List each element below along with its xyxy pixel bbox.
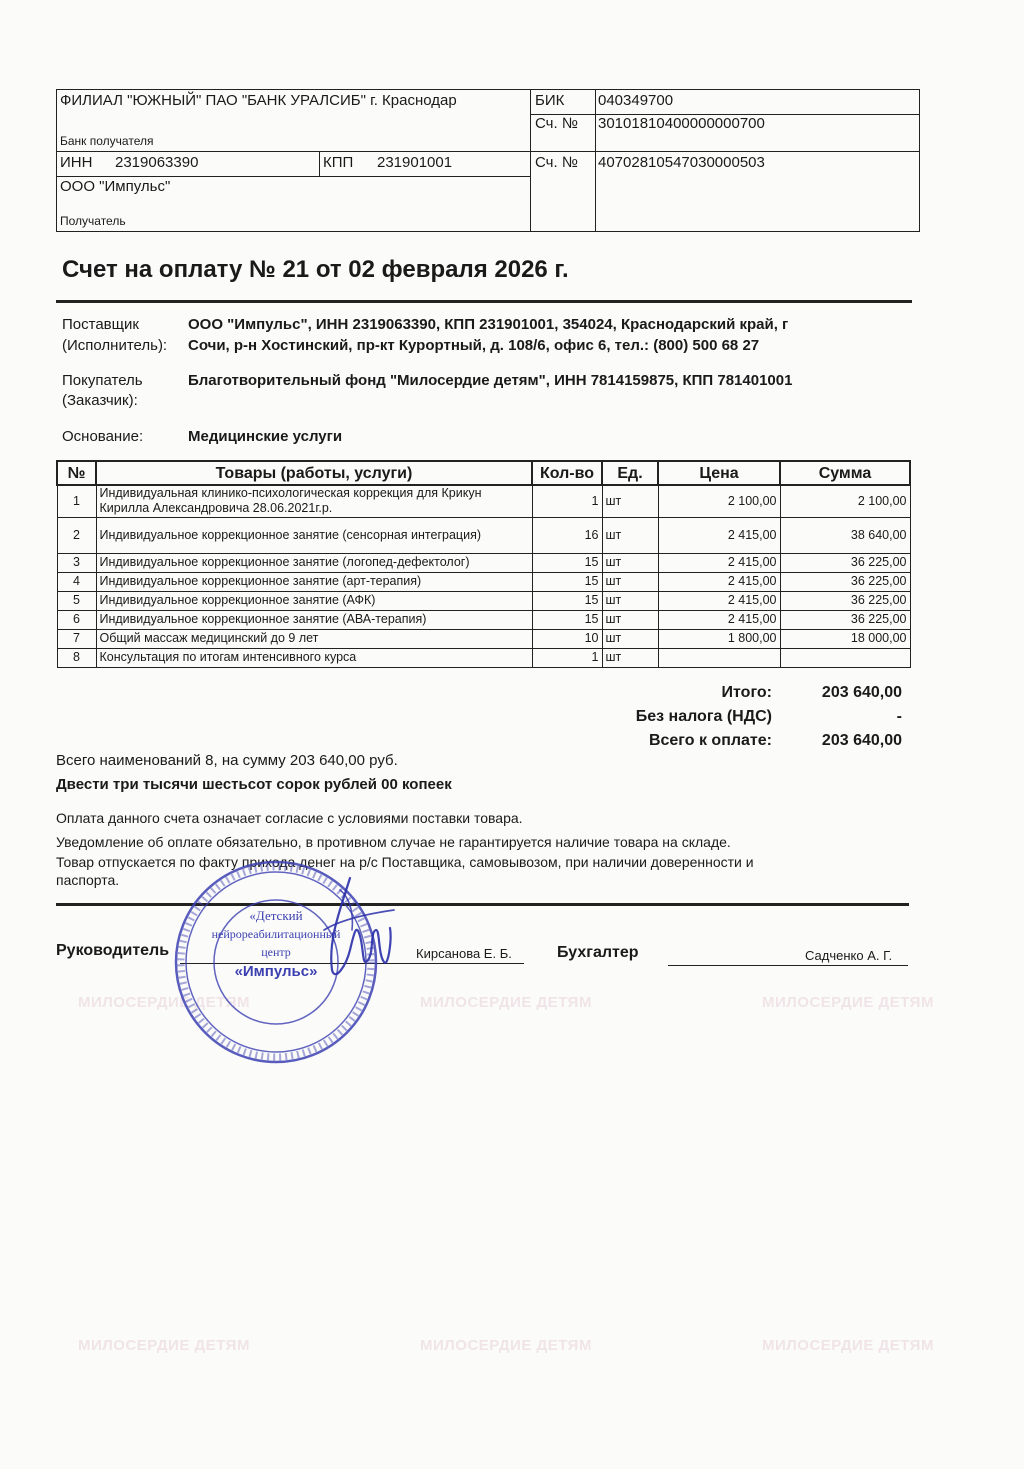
table-row (57, 553, 910, 572)
items-count-summary: Всего наименований 8, на сумму 203 640,00 руб. (56, 752, 398, 769)
bank-details (56, 89, 920, 232)
row-qty: 1 (532, 648, 602, 667)
row-price: 2 100,00 (658, 485, 780, 517)
note-line: Товар отпускается по факту прихода денег на р/с Поставщика, самовывозом, при наличии доверенности и (56, 854, 754, 870)
row-name: Индивидуальная клинико-психологическая коррекция для Крикун Кирилла Александровича 28.06.2021г.р. (96, 485, 532, 517)
stamp-line-4: «Импульс» (234, 963, 318, 980)
kpp-value: 231901001 (377, 154, 453, 171)
watermark: МИЛОСЕРДИЕ ДЕТЯМ (420, 994, 592, 1011)
table-row (57, 485, 910, 517)
accountant-name: Садченко А. Г. (805, 948, 893, 963)
total-value: 203 640,00 (821, 684, 902, 701)
row-name: Общий массаж медицинский до 9 лет (96, 629, 532, 648)
bik-label: БИК (535, 92, 565, 109)
row-price: 2 415,00 (658, 572, 780, 591)
row-name: Индивидуальное коррекционное занятие (сенсорная интеграция) (96, 517, 532, 553)
table-row (57, 572, 910, 591)
row-qty: 15 (532, 591, 602, 610)
vat-label: Без налога (НДС) (635, 708, 772, 725)
row-name: Индивидуальное коррекционное занятие (арт-терапия) (96, 572, 532, 591)
row-sum: 38 640,00 (780, 517, 910, 553)
stamp-line-1: «Детский (249, 908, 303, 923)
accountant-signature-line (668, 965, 908, 966)
items-table (56, 460, 911, 668)
row-qty: 15 (532, 610, 602, 629)
note-line: паспорта. (56, 872, 120, 888)
inn-value: 2319063390 (115, 154, 199, 171)
vat-value: - (896, 708, 902, 725)
supplier-value-line2: Сочи, р-н Хостинский, пр-кт Курортный, д. 108/6, офис 6, тел.: (800) 500 68 27 (188, 337, 760, 354)
row-name: Индивидуальное коррекционное занятие (логопед-дефектолог) (96, 553, 532, 572)
row-unit: шт (602, 591, 658, 610)
row-price: 1 800,00 (658, 629, 780, 648)
note-line: Уведомление об оплате обязательно, в противном случае не гарантируется наличие товара на складе. (56, 834, 731, 850)
supplier-value: ООО "Импульс", ИНН 2319063390, КПП 231901001, 354024, Краснодарский край, г (188, 316, 789, 333)
head-name: Кирсанова Е. Б. (416, 946, 512, 961)
row-qty: 1 (532, 485, 602, 517)
row-number: 7 (57, 629, 96, 648)
supplier-label: Поставщик (62, 316, 139, 333)
row-sum: 2 100,00 (780, 485, 910, 517)
row-name: Консультация по итогам интенсивного курса (96, 648, 532, 667)
table-row (57, 648, 910, 667)
row-unit: шт (602, 517, 658, 553)
bik-value: 040349700 (598, 92, 674, 109)
col-header-qty: Кол-во (532, 461, 602, 485)
accountant-label: Бухгалтер (557, 944, 639, 961)
row-sum: 36 225,00 (780, 610, 910, 629)
basis-value: Медицинские услуги (188, 428, 343, 445)
bank-name: ФИЛИАЛ "ЮЖНЫЙ" ПАО "БАНК УРАЛСИБ" г. Краснодар (60, 92, 457, 109)
row-qty: 16 (532, 517, 602, 553)
inn-label: ИНН (60, 154, 93, 171)
row-name: Индивидуальное коррекционное занятие (АФК) (96, 591, 532, 610)
table-row (57, 610, 910, 629)
row-unit: шт (602, 610, 658, 629)
row-sum: 36 225,00 (780, 572, 910, 591)
row-name: Индивидуальное коррекционное занятие (АВА-терапия) (96, 610, 532, 629)
row-price: 2 415,00 (658, 517, 780, 553)
row-qty: 15 (532, 572, 602, 591)
row-number: 3 (57, 553, 96, 572)
invoice-title: Счет на оплату № 21 от 02 февраля 2026 г. (62, 256, 569, 283)
row-number: 4 (57, 572, 96, 591)
corr-account-value: 30101810400000000700 (598, 115, 765, 132)
table-header-row (57, 461, 910, 485)
row-sum: 36 225,00 (780, 591, 910, 610)
amount-due-label: Всего к оплате: (648, 732, 772, 749)
buyer-label-sub: (Заказчик): (62, 392, 138, 409)
buyer-label: Покупатель (62, 372, 143, 389)
row-number: 1 (57, 485, 96, 517)
col-header-unit: Ед. (602, 461, 658, 485)
row-number: 8 (57, 648, 96, 667)
amount-in-words: Двести три тысячи шестьсот сорок рублей 00 копеек (56, 776, 452, 793)
supplier-label-sub: (Исполнитель): (62, 337, 168, 354)
col-header-name: Товары (работы, услуги) (96, 461, 532, 485)
row-unit: шт (602, 648, 658, 667)
row-price (658, 648, 780, 667)
col-header-price: Цена (658, 461, 780, 485)
row-sum: 36 225,00 (780, 553, 910, 572)
row-sum: 18 000,00 (780, 629, 910, 648)
row-unit: шт (602, 572, 658, 591)
stamp-line-2: нейрореабилитационный (211, 927, 341, 941)
basis-label: Основание: (62, 428, 144, 445)
account-label: Сч. № (535, 154, 578, 171)
row-sum (780, 648, 910, 667)
row-price: 2 415,00 (658, 610, 780, 629)
title-rule (56, 300, 912, 303)
row-qty: 15 (532, 553, 602, 572)
row-number: 2 (57, 517, 96, 553)
kpp-label: КПП (323, 154, 354, 171)
row-unit: шт (602, 629, 658, 648)
buyer-value: Благотворительный фонд "Милосердие детям", ИНН 7814159875, КПП 781401001 (188, 372, 793, 389)
row-unit: шт (602, 553, 658, 572)
watermark: МИЛОСЕРДИЕ ДЕТЯМ (78, 1337, 250, 1354)
stamp-line-3: центр (261, 945, 291, 959)
bank-label: Банк получателя (60, 134, 154, 148)
col-header-number: № (57, 461, 96, 485)
row-unit: шт (602, 485, 658, 517)
row-qty: 10 (532, 629, 602, 648)
table-row (57, 591, 910, 610)
table-row (57, 629, 910, 648)
corr-account-label: Сч. № (535, 115, 578, 132)
account-value: 40702810547030000503 (598, 154, 765, 171)
recipient-label: Получатель (60, 214, 126, 228)
head-label: Руководитель (56, 942, 170, 959)
row-number: 5 (57, 591, 96, 610)
recipient-name: ООО "Импульс" (60, 178, 171, 195)
row-price: 2 415,00 (658, 553, 780, 572)
note-line: Оплата данного счета означает согласие с условиями поставки товара. (56, 810, 523, 826)
handwritten-signature (310, 870, 400, 990)
table-row (57, 517, 910, 553)
amount-due-value: 203 640,00 (821, 732, 902, 749)
watermark: МИЛОСЕРДИЕ ДЕТЯМ (762, 994, 934, 1011)
watermark: МИЛОСЕРДИЕ ДЕТЯМ (762, 1337, 934, 1354)
col-header-sum: Сумма (780, 461, 910, 485)
row-number: 6 (57, 610, 96, 629)
watermark: МИЛОСЕРДИЕ ДЕТЯМ (420, 1337, 592, 1354)
watermark: МИЛОСЕРДИЕ ДЕТЯМ (78, 994, 250, 1011)
total-label: Итого: (721, 684, 772, 701)
row-price: 2 415,00 (658, 591, 780, 610)
